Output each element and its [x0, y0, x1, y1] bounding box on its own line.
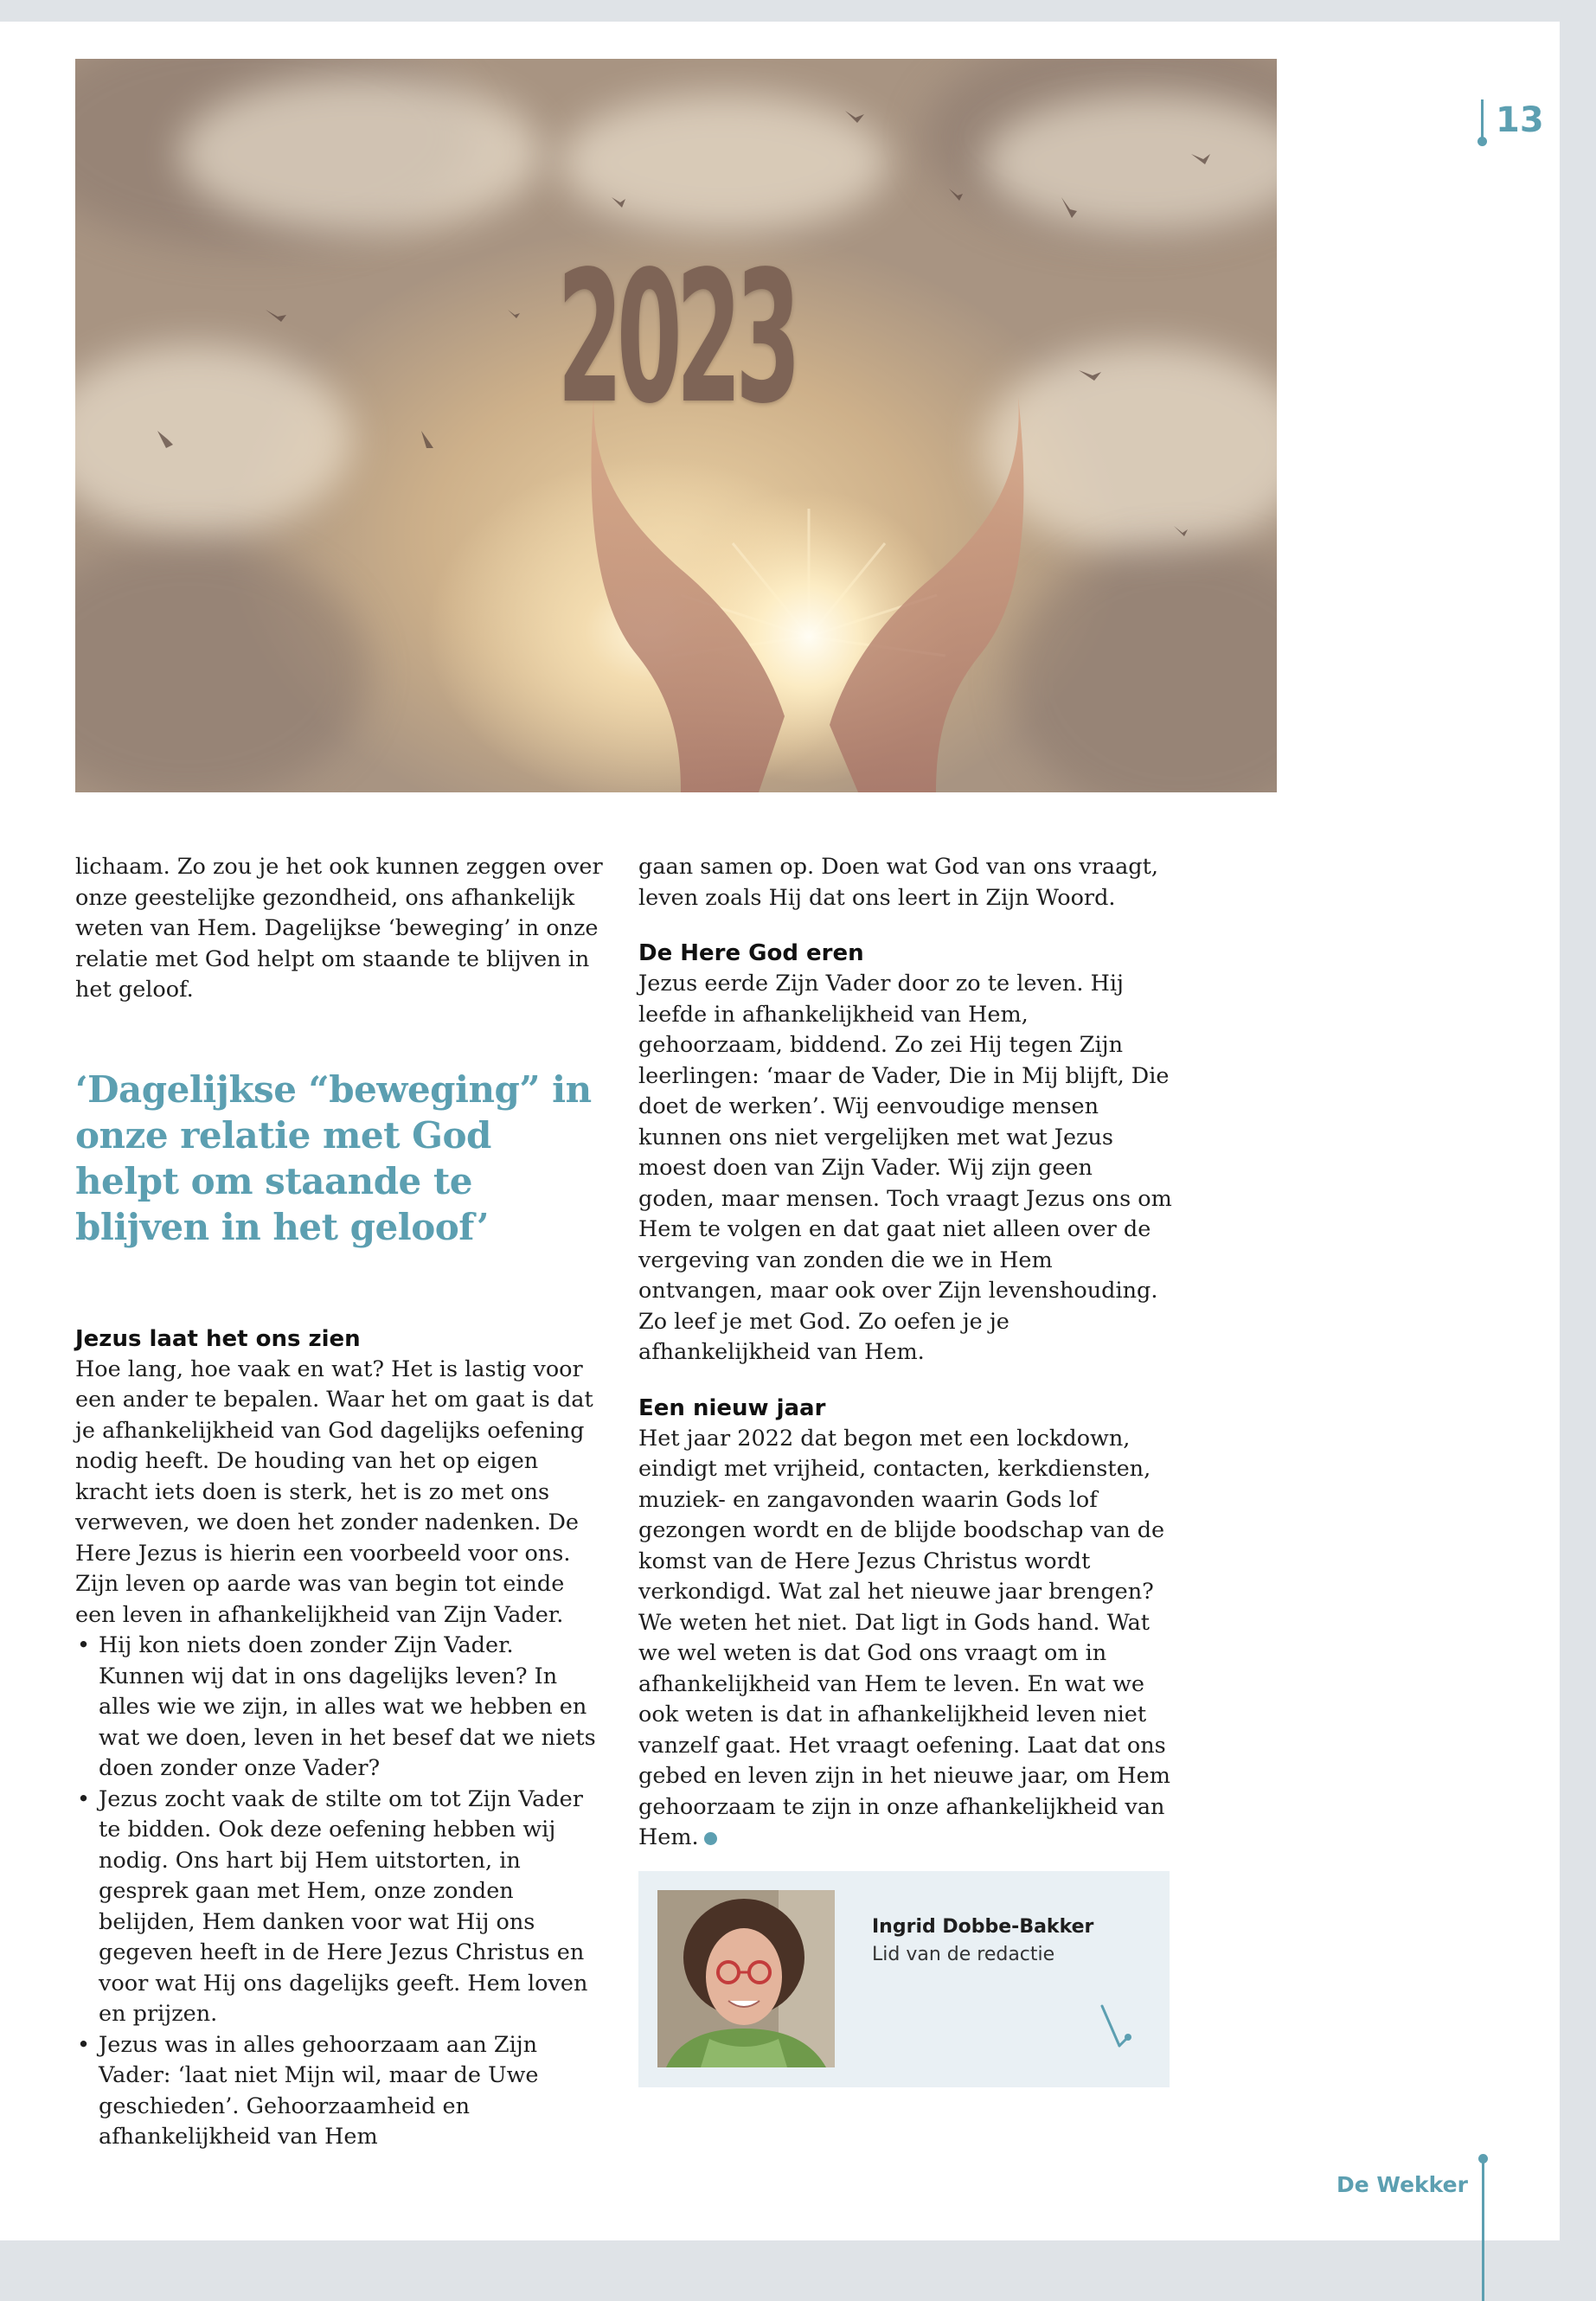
avatar [657, 1890, 835, 2067]
end-mark-icon [704, 1832, 717, 1845]
section-heading-jezus: Jezus laat het ons zien [75, 1325, 361, 1352]
bullet-item: • Hij kon niets doen zonder Zijn Vader. Kunnen wij dat in ons dagelijks leven? In alles wie we zijn, in alles wat we hebben en wat we doen, leven in het besef dat we niets doen zonder onze Vader? [75, 1631, 603, 1785]
left-intro-paragraph: lichaam. Zo zou je het ook kunnen zeggen over onze geestelijke gezondheid, ons afhankelijk weten van Hem. Dagelijkse ‘beweging’ in onze relatie met God helpt om staande te blijven in het geloof. [75, 854, 603, 1003]
bullet-item: • Jezus was in alles gehoorzaam aan Zijn Vader: ‘laat niet Mijn wil, maar de Uwe geschieden’. Gehoorzaamheid en afhankelijkheid van Hem [75, 2030, 603, 2153]
right-body-text-2: Het jaar 2022 dat begon met een lockdown, eindigt met vrijheid, contacten, kerkdiensten, muziek- en zangavonden waarin Gods lof gezongen wordt en de blijde boodschap van de komst van de Here Jezus Christus wordt verkondigd. Wat zal het nieuwe jaar brengen? We weten het niet. Dat ligt in Gods hand. Wat we wel weten is dat God ons vraagt om in afhankelijkheid van Hem te leven. En wat we ook weten is dat in afhankelijkheid leven niet vanzelf gaat. Het vraagt oefening. Laat dat ons gebed en leven zijn in het nieuwe jaar, om Hem gehoorzaam te zijn in onze afhankelijkheid van Hem. [638, 1425, 1170, 1850]
author-role: Lid van de redactie [872, 1944, 1055, 1965]
author-name: Ingrid Dobbe-Bakker [872, 1916, 1094, 1938]
left-column [75, 852, 603, 2153]
hero-year-text: 2023 [557, 232, 795, 444]
right-continuation-paragraph: gaan samen op. Doen wat God van ons vraagt, leven zoals Hij dat ons leert in Zijn Woord. [638, 854, 1158, 911]
right-body-paragraph-2 [638, 1424, 1175, 1854]
pull-quote: ‘Dagelijkse “beweging” in onze relatie met God helpt om staande te blijven in het geloof’ [75, 1067, 592, 1248]
page-number: 13 [1481, 99, 1544, 141]
bullet-list [75, 1631, 603, 2153]
section-heading-here-god-eren: De Here God eren [638, 940, 864, 966]
pen-icon [1099, 2003, 1133, 2054]
footer-brand: De Wekker [1336, 2172, 1468, 2197]
hero-image [75, 59, 1277, 792]
footer-rule [1482, 2157, 1484, 2301]
author-portrait [657, 1890, 835, 2067]
section-heading-nieuw-jaar: Een nieuw jaar [638, 1394, 826, 1421]
author-box [638, 1871, 1170, 2087]
bullet-item: • Jezus zocht vaak de stilte om tot Zijn Vader te bidden. Ook deze oefening hebben wij nodig. Ons hart bij Hem uitstorten, in gesprek gaan met Hem, onze zonden belijden, Hem danken voor wat Hij ons gegeven heeft in de Here Jezus Christus en voor wat Hij ons dagelijks geeft. Hem loven en prijzen. [75, 1785, 603, 2030]
left-body-paragraph: Hoe lang, hoe vaak en wat? Het is lastig voor een ander te bepalen. Waar het om gaat is dat je afhankelijkheid van God dagelijks oefening nodig heeft. De houding van het op eigen kracht iets doen is sterk, het is zo met ons verweven, we doen het zonder nadenken. De Here Jezus is hierin een voorbeeld voor ons. Zijn leven op aarde was van begin tot einde een leven in afhankelijkheid van Zijn Vader. [75, 1356, 593, 1628]
right-column [638, 852, 1175, 1854]
right-body-paragraph-1: Jezus eerde Zijn Vader door zo te leven. Hij leefde in afhankelijkheid van Hem, gehoorzaam, biddend. Zo zei Hij tegen Zijn leerlingen: ‘maar de Vader, Die in Mij blijft, Die doet de werken’. Wij eenvoudige mensen kunnen ons niet vergelijken met wat Jezus moest doen van Zijn Vader. Wij zijn geen goden, maar mensen. Toch vraagt Jezus ons om Hem te volgen en dat gaat niet alleen over de vergeving van zonden die we in Hem ontvangen, maar ook over Zijn levenshouding. Zo leef je met God. Zo oefen je je afhankelijkheid van Hem. [638, 971, 1172, 1365]
